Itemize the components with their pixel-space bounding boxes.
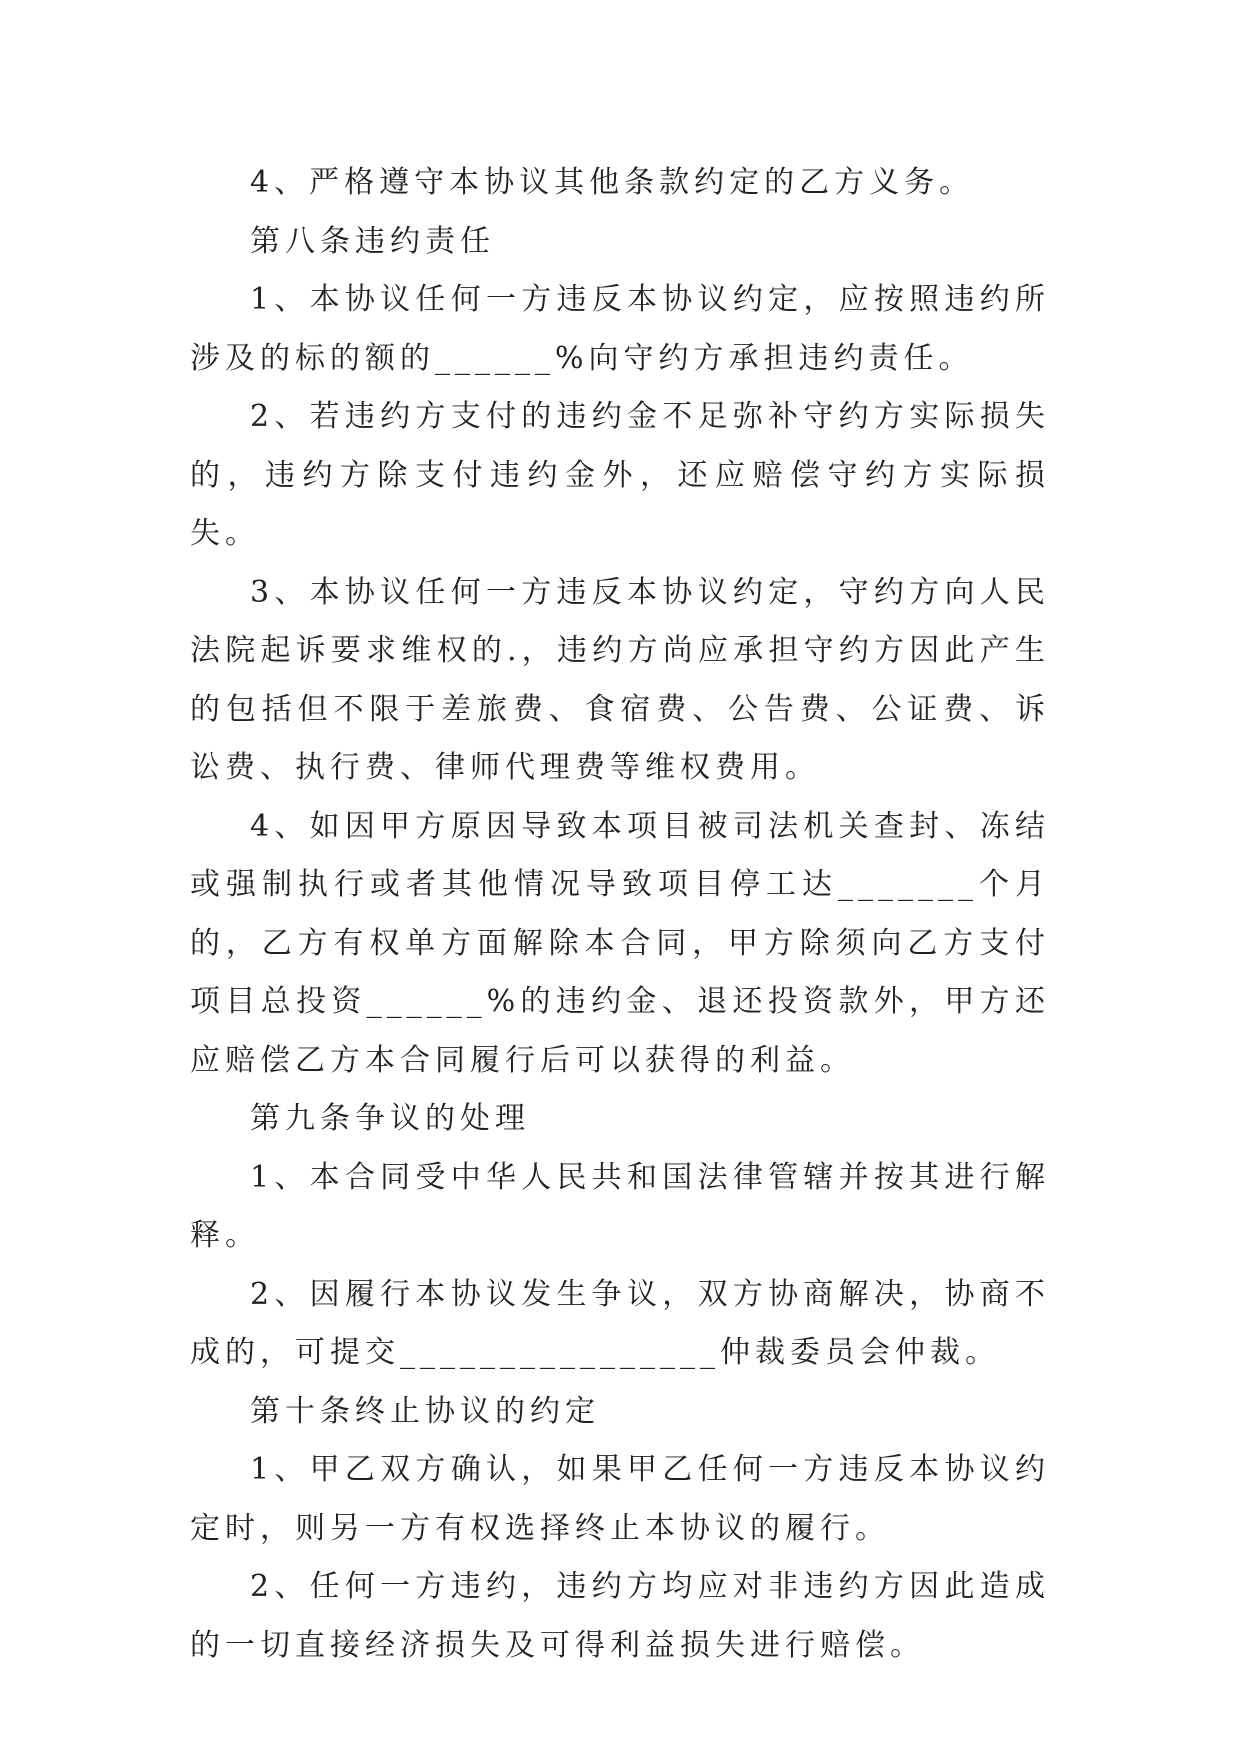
clause-9-item-2: 2、因履行本协议发生争议，双方协商解决，协商不成的，可提交________________仲裁委员会仲裁。 [190, 1276, 1050, 1370]
clause-9-item-1: 1、本合同受中华人民共和国法律管辖并按其进行解释。 [190, 1159, 1050, 1253]
clause-8-item-4: 4、如因甲方原因导致本项目被司法机关查封、冻结或强制执行或者其他情况导致项目停工达_______个月的，乙方有权单方面解除本合同，甲方除须向乙方支付项目总投资______%的违约金、退还投资款外，甲方还应赔偿乙方本合同履行后可以获得的利益。 [190, 808, 1050, 1078]
clause-8-item-2: 2、若违约方支付的违约金不足弥补守约方实际损失的，违约方除支付违约金外，还应赔偿守约方实际损失。 [190, 399, 1050, 551]
document-body [190, 154, 1050, 1675]
clause-10-item-2: 2、任何一方违约，违约方均应对非违约方因此造成的一切直接经济损失及可得利益损失进行赔偿。 [190, 1569, 1050, 1663]
article-8-heading: 第八条违约责任 [250, 223, 495, 259]
clause-10-item-1: 1、甲乙双方确认，如果甲乙任何一方违反本协议约定时，则另一方有权选择终止本协议的履行。 [190, 1452, 1050, 1546]
article-9-heading: 第九条争议的处理 [250, 1101, 530, 1136]
clause-8-item-1: 1、本协议任何一方违反本协议约定，应按照违约所涉及的标的额的______%向守约方承担违约责任。 [190, 282, 1050, 376]
clause-8-item-3: 3、本协议任何一方违反本协议约定，守约方向人民法院起诉要求维权的.，违约方尚应承担守约方因此产生的包括但不限于差旅费、食宿费、公告费、公证费、诉讼费、执行费、律师代理费等维权费用。 [190, 574, 1050, 785]
clause-7-item-4: 4、严格遵守本协议其他条款约定的乙方义务。 [250, 165, 975, 200]
article-10-heading: 第十条终止协议的约定 [250, 1393, 600, 1429]
